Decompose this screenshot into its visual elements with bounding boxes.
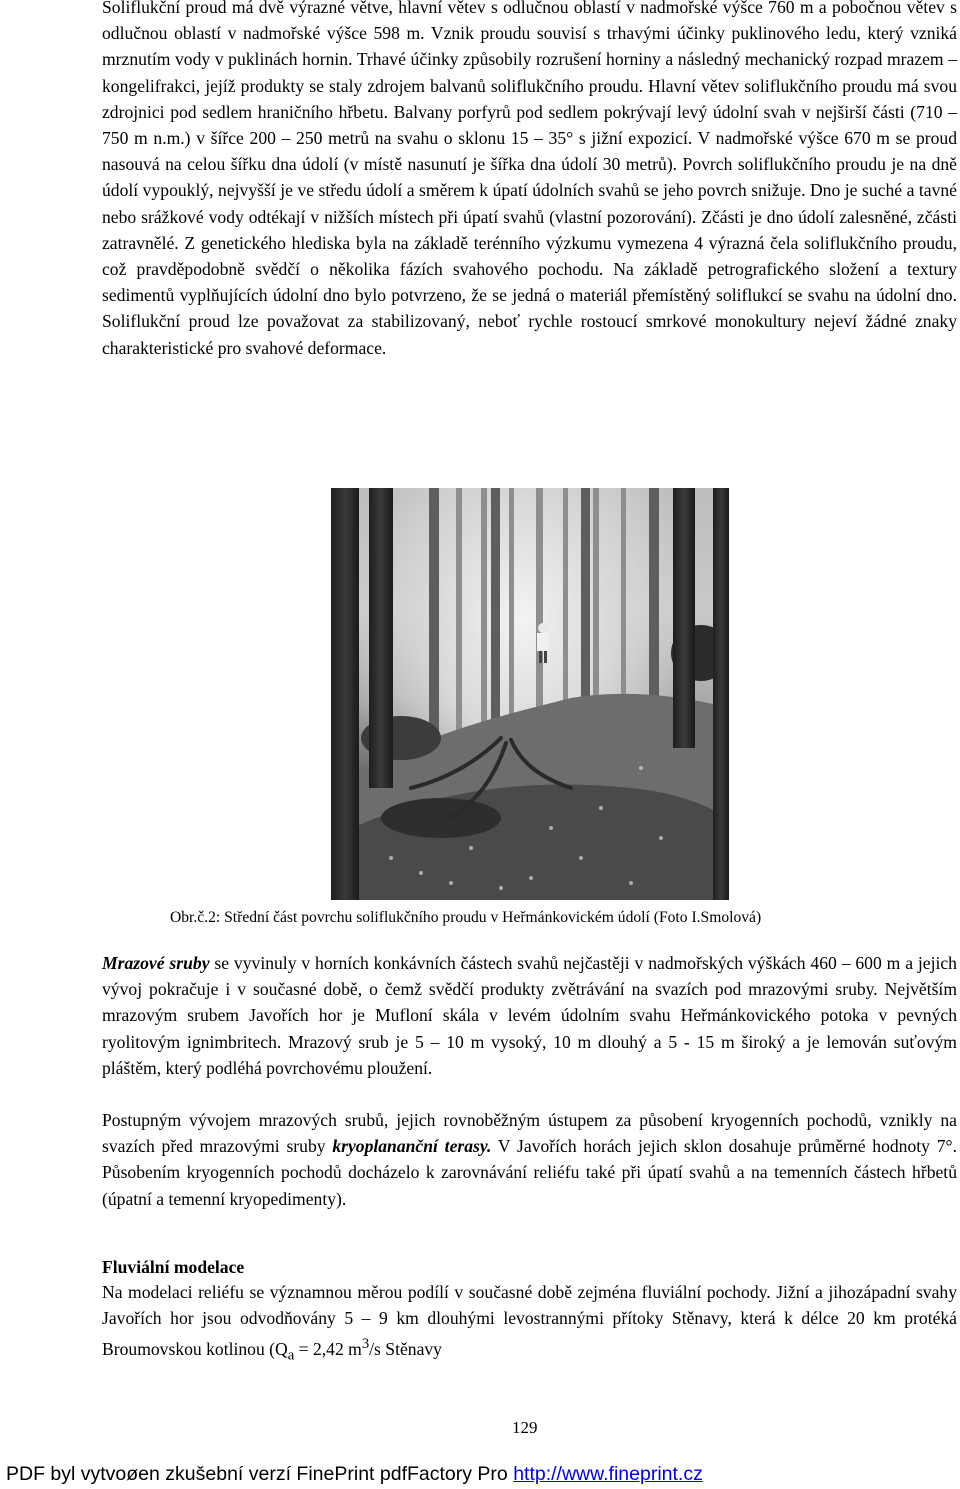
figure-caption: Obr.č.2: Střední část povrchu soliflukčního proudu v Heřmánkovickém údolí (Foto I.Smolová) — [170, 909, 762, 926]
term-frost-cliffs: Mrazové sruby — [102, 953, 210, 973]
page-number: 129 — [512, 1418, 538, 1437]
paragraph-fluvial-b: = 2,42 m — [294, 1339, 362, 1360]
section-heading: Fluviální modelace — [102, 1257, 245, 1277]
subscript-a: a — [287, 1347, 295, 1364]
paragraph-cryoplanation-a: Postupným vývojem mrazových srubů, jejich rovnoběžným ústupem za působení kryogenních pochodů, vznikly na svazích před mrazovými sruby — [102, 1110, 957, 1157]
forest-photo — [331, 488, 729, 900]
footer-link[interactable]: http://www.fineprint.cz — [513, 1463, 703, 1485]
paragraph-frost-cliffs — [102, 950, 957, 1081]
paragraph-fluvial-a: Na modelaci reliéfu se významnou měrou podílí v současné době zejména fluviální pochody. Jižní a jihozápadní svahy Javořích hor jsou odvodňovány 5 – 9 km dlouhými levostrannými přítoky Stěnavy, která k délce 20 km protéká Broumovskou kotlinou (Q — [102, 1282, 957, 1360]
paragraph-solifluction: Soliflukční proud má dvě výrazné větve, hlavní větev s odlučnou oblastí v nadmořské výšce 760 m a pobočnou větev s odlučnou oblastí v nadmořské výšce 598 m. Vznik proudu souvisí s trhavými účinky puklinového ledu, který vzniká mrznutím vody v puklinách hornin. Trhavé účinky způsobily rozrušení horniny a následný mechanický rozpad mrazem – kongelifrakci, jejíž produkty se staly zdrojem balvanů soliflukčního proudu. Hlavní větev soliflukčního proudu má svou zdrojnici pod sedlem hraničního hřbetu. Balvany porfyrů pod sedlem pokrývají levý údolní svah v nejširší části (710 – 750 m n.m.) v šířce 200 – 250 metrů na svahu o sklonu 15 – 35° s jižní expozicí. V nadmořské výšce 670 m se proud nasouvá na celou šířku dna údolí (v místě nasunutí je šířka dna údolí 30 metrů). Povrch soliflukčního proudu je na dně údolí vypouklý, nejvyšší je ve středu údolí a směrem k úpatí údolních svahů se jeho povrch snižuje. Dno je suché a tavné nebo srážkové vody odtékají v nižších místech při úpatí svahů (vlastní pozorování). Zčásti je dno údolí zalesněné, zčásti zatravnělé. Z genetického hlediska byla na základě terénního výzkumu vymezena 4 výrazná čela soliflukčního proudu, což pravděpodobně svědčí o několika fázích svahového pochodu. Na základě petrografického složení a textury sedimentů vyplňujících údolní dno bylo potvrzeno, že se jedná o materiál přemístěný soliflukcí se svahu na údolní dno. Soliflukční proud lze považovat za stabilizovaný, neboť rychle rostoucí smrkové monokultury nejeví žádné znaky charakteristické pro svahové deformace. — [102, 0, 957, 358]
forest-photo-icon — [331, 488, 729, 900]
paragraph-fluvial-c: /s Stěnavy — [369, 1339, 442, 1360]
pdf-footer — [6, 1462, 703, 1486]
footer-text: PDF byl vytvoøen zkušební verzí FinePrint pdfFactory Pro — [6, 1463, 514, 1485]
term-cryoplanation-terraces: kryoplananční terasy. — [332, 1136, 492, 1157]
paragraph-frost-cliffs-text: se vyvinuly v horních konkávních částech svahů nejčastěji v nadmořských výškách 460 – 600 m a jejich vývoj pokračuje i v současné době, o čemž svědčí produkty zvětrávání na svazích pod mrazovými sruby. Největším mrazovým srubem Javořích hor je Mufloní skála v levém údolním svahu Heřmánkovického potoka v pevných ryolitovým ignimbritech. Mrazový srub je 5 – 10 m vysoký, 10 m dlouhý a 5 - 15 m široký a je lemován suťovým pláštěm, který podléhá povrchovému ploužení. — [102, 953, 957, 1078]
paragraph-cryoplanation-b: V Javořích horách jejich sklon dosahuje průměrné hodnoty 7°. Působením kryogenních pochodů docházelo k zarovnávání reliéfu také při úpatí svahů a na temenních částech hřbetů (úpatní a temenní kryopedimenty). — [102, 1136, 957, 1209]
paragraph-cryoplanation — [102, 1107, 957, 1212]
superscript-3: 3 — [361, 1336, 370, 1353]
paragraph-fluvial — [102, 1279, 957, 1369]
